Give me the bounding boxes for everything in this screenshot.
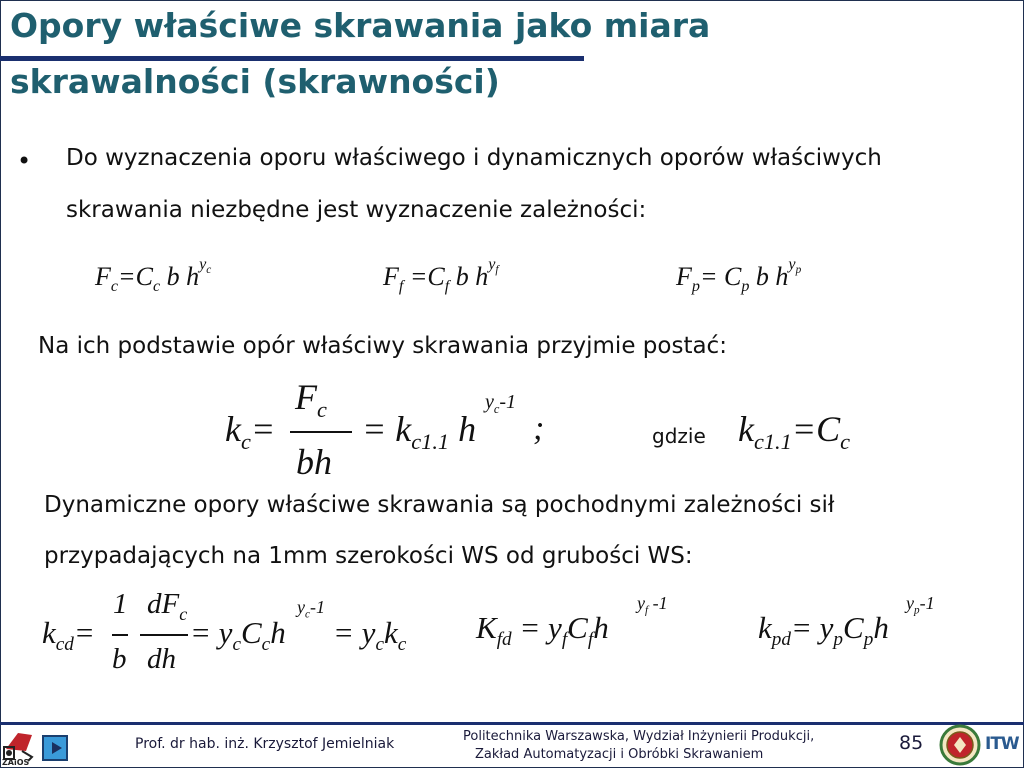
bullet-text-line1: Do wyznaczenia oporu właściwego i dynamicznych oporów właściwych	[66, 145, 882, 171]
formula-kcd-lhs: $k_{cd}=$	[42, 615, 95, 656]
emblem-icon	[939, 724, 981, 766]
slide-title-line1: Opory właściwe skrawania jako miara	[10, 6, 711, 45]
footer-institution-line2: Zakład Automatyzacji i Obróbki Skrawaniem	[475, 747, 764, 762]
formula-kpd: $k_{pd}= y_pC_ph$	[758, 610, 889, 651]
university-emblem	[939, 724, 981, 766]
gdzie-label: gdzie	[652, 424, 706, 448]
footer-divider	[0, 722, 1024, 725]
formula-kc-denominator: bh	[296, 442, 332, 482]
zaios-logo-text: ZAiOS	[2, 758, 30, 767]
dynamic-text-line1: Dynamiczne opory właściwe skrawania są pochodnymi zależności sił	[44, 492, 835, 518]
na-ich-text: Na ich podstawie opór właściwy skrawania przyjmie postać:	[38, 333, 727, 359]
itw-logo	[983, 726, 1021, 764]
formula-kc-rhs: = $k_{c1.1}$ h	[362, 409, 477, 455]
title-underline	[0, 56, 584, 61]
fraction-bar-1b	[112, 634, 128, 636]
formula-kcd-rhs: = $y_cC_ch$	[190, 615, 286, 656]
formula-kcd-one: 1	[113, 588, 128, 620]
bullet-marker: •	[17, 147, 32, 175]
formula-kcd-dh: dh	[147, 643, 176, 675]
formula-kpd-exponent: $y_p-1$	[906, 593, 935, 617]
formula-fp: $F_p= C_p$ b $h^{y_p}$	[676, 256, 802, 296]
itw-logo-text: ITW	[985, 734, 1019, 754]
formula-kcd-exponent: $y_c-1$	[297, 597, 325, 621]
next-slide-button[interactable]	[42, 735, 68, 761]
formula-ff: $F_f =C_f$ b $h^{y_f}$	[383, 256, 499, 296]
slide-title-line2: skrawalności (skrawności)	[10, 62, 500, 101]
formula-kc-exponent: $y_c-1$	[485, 391, 517, 416]
formula-kc11: $k_{c1.1}=C_c$	[738, 409, 850, 455]
fraction-bar-kc	[290, 431, 352, 433]
footer-institution-line1: Politechnika Warszawska, Wydział Inżynierii Produkcji,	[463, 729, 815, 744]
zaios-logo	[2, 727, 38, 767]
formula-kcd-b: b	[112, 643, 127, 675]
formula-fc: $F_c=C_c$ b $h^{y_c}$	[95, 256, 212, 296]
fraction-bar-dfdh	[140, 634, 188, 636]
formula-kfd: $K_{fd} = y_fC_fh$	[476, 610, 609, 651]
formula-kc-semicolon: ;	[533, 410, 545, 447]
footer-author: Prof. dr hab. inż. Krzysztof Jemielniak	[135, 736, 395, 752]
dynamic-text-line2: przypadających na 1mm szerokości WS od grubości WS:	[44, 543, 693, 569]
formula-kc-numerator: $F_c$	[295, 377, 327, 423]
bullet-text-line2: skrawania niezbędne jest wyznaczenie zależności:	[66, 197, 647, 223]
formula-kcd-dfc: $dF_c$	[147, 588, 188, 624]
formula-kc-lhs: $k_c=$	[225, 409, 276, 455]
formula-kcd-yckc: = $y_ck_c$	[333, 615, 407, 656]
page-number: 85	[899, 732, 924, 754]
formula-kfd-exponent: $y_f$ -1	[637, 593, 668, 617]
